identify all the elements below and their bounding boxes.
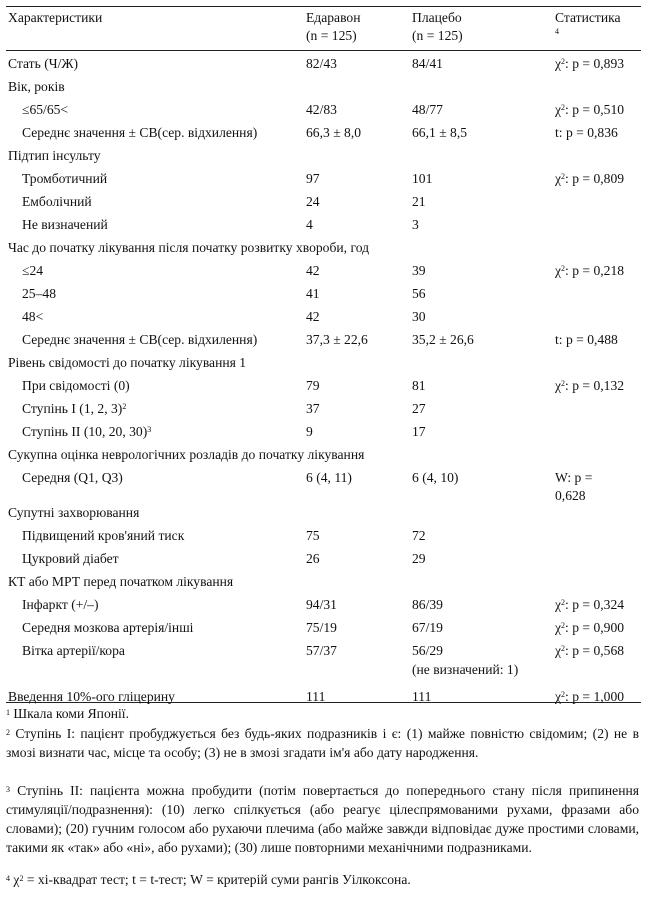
row-label: 25–48 [22,286,56,301]
row-statistic: t: p = 0,836 [555,125,618,140]
row-label: Інфаркт (+/–) [22,597,99,612]
row-placebo-value: 29 [412,551,426,566]
row-placebo-value: 35,2 ± 26,6 [412,332,474,347]
row-label: Підтип інсульту [8,148,101,163]
row-edaravone-value: 41 [306,286,320,301]
header-edaravone: Едаравон [306,10,361,25]
row-placebo-value: 86/39 [412,597,443,612]
row-label: Не визначений [22,217,108,232]
row-label: Емболічний [22,194,92,209]
row-statistic: $\chi^2$: p = 1,000 [555,689,625,704]
row-edaravone-value: 111 [306,689,326,704]
row-edaravone-value: 75 [306,528,320,543]
row-placebo-value: 6 (4, 10) [412,470,459,485]
row-edaravone-value: 26 [306,551,320,566]
row-label: Тромботичний [22,171,108,186]
row-label: Стать (Ч/Ж) [8,56,79,71]
row-placebo-value: 30 [412,309,426,324]
row-label: Рівень свідомості до початку лікування 1 [8,355,247,370]
row-label: Час до початку лікування після початку розвитку хвороби, год [8,240,370,255]
row-label: Середнє значення ± СВ(сер. відхилення) [22,125,258,140]
row-statistic: W: p = [555,470,593,485]
header-statistics-sup: 4 [555,27,559,36]
header-placebo: Плацебо [412,10,462,25]
header-edaravone-n: (n = 125) [306,28,357,43]
row-label: КТ або МРТ перед початком лікування [8,574,234,589]
header-rule [6,50,641,51]
row-placebo-value: 72 [412,528,426,543]
row-placebo-value: 101 [412,171,433,186]
row-label: Вік, років [8,79,65,94]
row-label: ≤65/65< [22,102,69,117]
row-edaravone-value: 37 [306,401,320,416]
header-placebo-n: (n = 125) [412,28,463,43]
row-statistic: $\chi^2$: p = 0,218 [555,263,625,278]
row-statistic: $\chi^2$: p = 0,893 [555,56,625,71]
row-edaravone-value: 9 [306,424,313,439]
row-statistic-cont: 0,628 [555,488,586,503]
footnote-4: $^4$ $\chi^2$ = хі-квадрат тест; t = t-тест; W = критерій суми рангів Уілкоксона. [6,872,411,887]
row-placebo-value: 48/77 [412,102,443,117]
row-placebo-value: 39 [412,263,426,278]
row-label: Середня (Q1, Q3) [22,470,123,485]
row-placebo-value: 111 [412,689,432,704]
header-statistics: Статистика [555,10,621,25]
row-edaravone-value: 42 [306,263,320,278]
footnote-3: $^3$ Ступінь II: пацієнта можна пробудити (потім повертається до попереднього стану після припинення стимуляції/подразнення): (10) легко спілкується (або реагує цілеспрямованими рухами, фразами або словами); (20) гучним голосом або рухаючи плечима (або майже завжди відповідає дуже простими словами, такими як «так» або «ні», або рухами); (30) лише повторними механічними подразниками. [6,783,639,855]
row-placebo-value: 84/41 [412,56,443,71]
row-placebo-value: 56/29 [412,643,443,658]
row-edaravone-value: 75/19 [306,620,337,635]
row-statistic: $\chi^2$: p = 0,900 [555,620,625,635]
row-edaravone-value: 42/83 [306,102,337,117]
footnote-1: $^1$ Шкала коми Японії. [6,706,129,721]
row-statistic: $\chi^2$: p = 0,324 [555,597,625,612]
row-label: Цукровий діабет [22,551,119,566]
row-edaravone-value: 66,3 ± 8,0 [306,125,362,140]
row-edaravone-value: 24 [306,194,320,209]
row-placebo-value: 17 [412,424,426,439]
row-edaravone-value: 42 [306,309,320,324]
row-label: Середня мозкова артерія/інші [22,620,194,635]
row-edaravone-value: 94/31 [306,597,337,612]
row-label: Супутні захворювання [8,505,140,520]
row-label: ≤24 [22,263,44,278]
header-characteristics: Характеристики [8,10,103,25]
row-placebo-value: 66,1 ± 8,5 [412,125,468,140]
row-label: Підвищений кров'яний тиск [22,528,185,543]
row-statistic: $\chi^2$: p = 0,568 [555,643,625,658]
row-edaravone-value: 37,3 ± 22,6 [306,332,368,347]
row-statistic: $\chi^2$: p = 0,510 [555,102,625,117]
row-label: Сукупна оцінка неврологічних розладів до початку лікування [8,447,365,462]
row-placebo-value: 56 [412,286,426,301]
row-edaravone-value: 57/37 [306,643,337,658]
row-placebo-value: 3 [412,217,419,232]
row-label: При свідомості (0) [22,378,130,393]
row-label: Введення 10%-ого гліцерину [8,689,175,704]
row-label: Вітка артерії/кора [22,643,125,658]
row-label: Ступінь I (1, 2, 3)$^2$ [22,401,127,416]
row-label: Ступінь II (10, 20, 30)$^3$ [22,424,152,439]
row-statistic: $\chi^2$: p = 0,132 [555,378,625,393]
row-edaravone-value: 82/43 [306,56,337,71]
footnote-2: $^2$ Ступінь I: пацієнт пробуджується без будь-яких подразників і є: (1) майже повністю свідомим; (2) не в змозі визнати час, місце та особу; (3) не в змозі згадати ім'я або дату народження. [6,726,639,760]
row-edaravone-value: 4 [306,217,313,232]
row-placebo-note: (не визначений: 1) [412,662,519,677]
row-placebo-value: 81 [412,378,426,393]
row-edaravone-value: 97 [306,171,320,186]
table-top-rule [6,6,641,7]
row-statistic: $\chi^2$: p = 0,809 [555,171,625,186]
row-edaravone-value: 6 (4, 11) [306,470,352,485]
row-placebo-value: 27 [412,401,426,416]
row-statistic: t: p = 0,488 [555,332,618,347]
row-placebo-value: 21 [412,194,426,209]
row-label: 48< [22,309,44,324]
row-label: Середнє значення ± СВ(сер. відхилення) [22,332,258,347]
row-placebo-value: 67/19 [412,620,443,635]
row-edaravone-value: 79 [306,378,320,393]
